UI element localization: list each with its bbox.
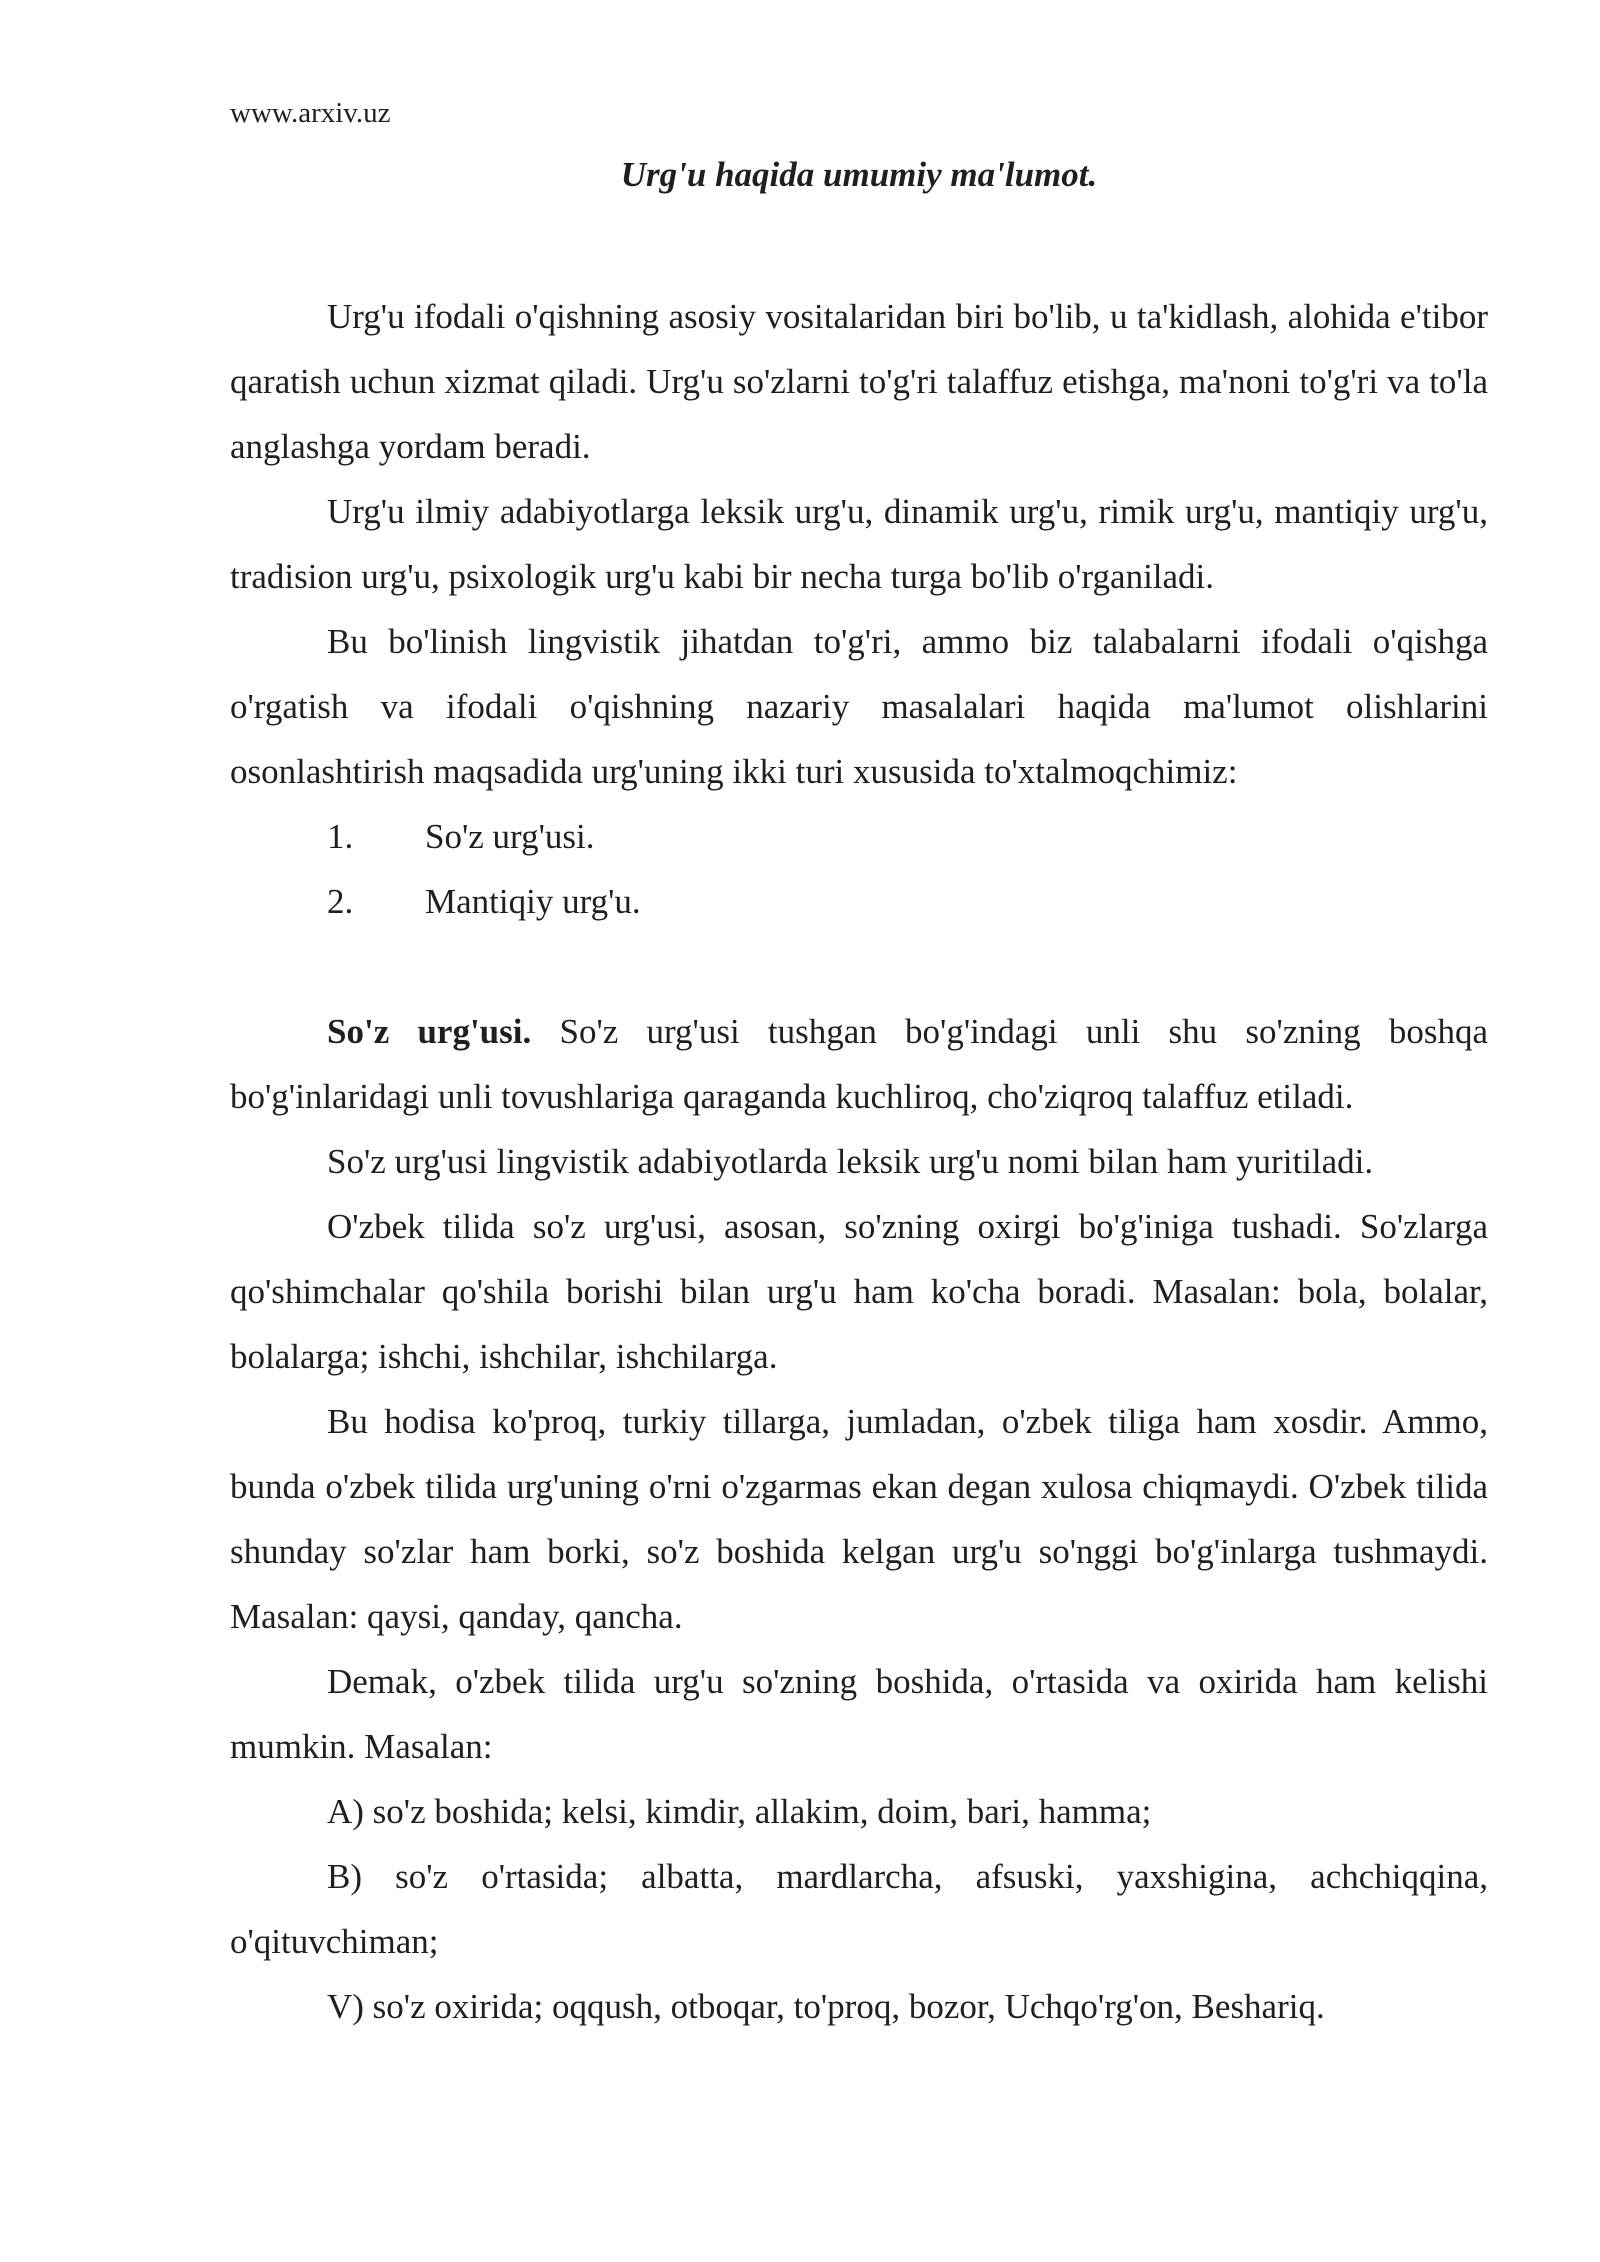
paragraph-intro: Urg'u ifodali o'qishning asosiy vositalaridan biri bo'lib, u ta'kidlash, alohida e'tibor qaratish uchun xizmat qiladi. Urg'u so'zlarni to'g'ri talaffuz etishga, ma'noni to'g'ri va to'la anglashga yordam beradi. — [230, 297, 1488, 466]
paragraph-conclusion: Demak, o'zbek tilida urg'u so'zning boshida, o'rtasida va oxirida ham kelishi mumkin. Masalan: — [230, 1662, 1488, 1766]
site-url: www.arxiv.uz — [230, 97, 391, 129]
paragraph-example-v: V) so'z oxirida; oqqush, otboqar, to'proq, bozor, Uchqo'rg'on, Beshariq. — [327, 1987, 1325, 2026]
paragraph-lexical: So'z urg'usi lingvistik adabiyotlarda leksik urg'u nomi bilan ham yuritiladi. — [327, 1142, 1374, 1181]
paragraph-example-a: A) so'z boshida; kelsi, kimdir, allakim, doim, bari, hamma; — [327, 1792, 1152, 1831]
section-heading: So'z urg'usi. — [327, 1012, 532, 1051]
paragraph-types: Urg'u ilmiy adabiyotlarga leksik urg'u, dinamik urg'u, rimik urg'u, mantiqiy urg'u, tradision urg'u, psixologik urg'u kabi bir necha turga bo'lib o'rganiladi. — [230, 492, 1488, 596]
paragraph-example-b: B) so'z o'rtasida; albatta, mardlarcha, afsuski, yaxshigina, achchiqqina, o'qituvchiman; — [230, 1857, 1488, 1961]
list-text: Mantiqiy urg'u. — [425, 882, 641, 921]
list-number: 2. — [327, 882, 354, 921]
list-text: So'z urg'usi. — [425, 817, 595, 856]
list-item — [230, 869, 1488, 934]
paragraph-uzbek-stress: O'zbek tilida so'z urg'usi, asosan, so'zning oxirgi bo'g'iniga tushadi. So'zlarga qo'shimchalar qo'shila borishi bilan urg'u ham ko'cha boradi. Masalan: bola, bolalar, bolalarga; ishchi, ishchilar, ishchilarga. — [230, 1207, 1488, 1376]
list-item — [230, 804, 1488, 869]
paragraph-word-stress — [230, 999, 1488, 1129]
paragraph-division: Bu bo'linish lingvistik jihatdan to'g'ri, ammo biz talabalarni ifodali o'qishga o'rgatish va ifodali o'qishning nazariy masalalari haqida ma'lumot olishlarini osonlashtirish maqsadida urg'uning ikki turi xususida to'xtalmoqchimiz: — [230, 622, 1488, 791]
page-title: Urg'u haqida umumiy ma'lumot. — [620, 155, 1098, 194]
spacer — [230, 934, 1488, 999]
paragraph-turkic: Bu hodisa ko'proq, turkiy tillarga, jumladan, o'zbek tiliga ham xosdir. Ammo, bunda o'zbek tilida urg'uning o'rni o'zgarmas ekan degan xulosa chiqmaydi. O'zbek tilida shunday so'zlar ham borki, so'z boshida kelgan urg'u so'nggi bo'g'inlarga tushmaydi. Masalan: qaysi, qanday, qancha. — [230, 1402, 1488, 1636]
list-number: 1. — [327, 817, 354, 856]
document-body — [230, 284, 1488, 2039]
paragraph-text: So'z urg'usi tushgan bo'g'indagi unli shu so'zning boshqa bo'g'inlaridagi unli tovushlariga qaraganda kuchliroq, cho'ziqroq talaffuz etiladi. — [230, 1012, 1488, 1116]
